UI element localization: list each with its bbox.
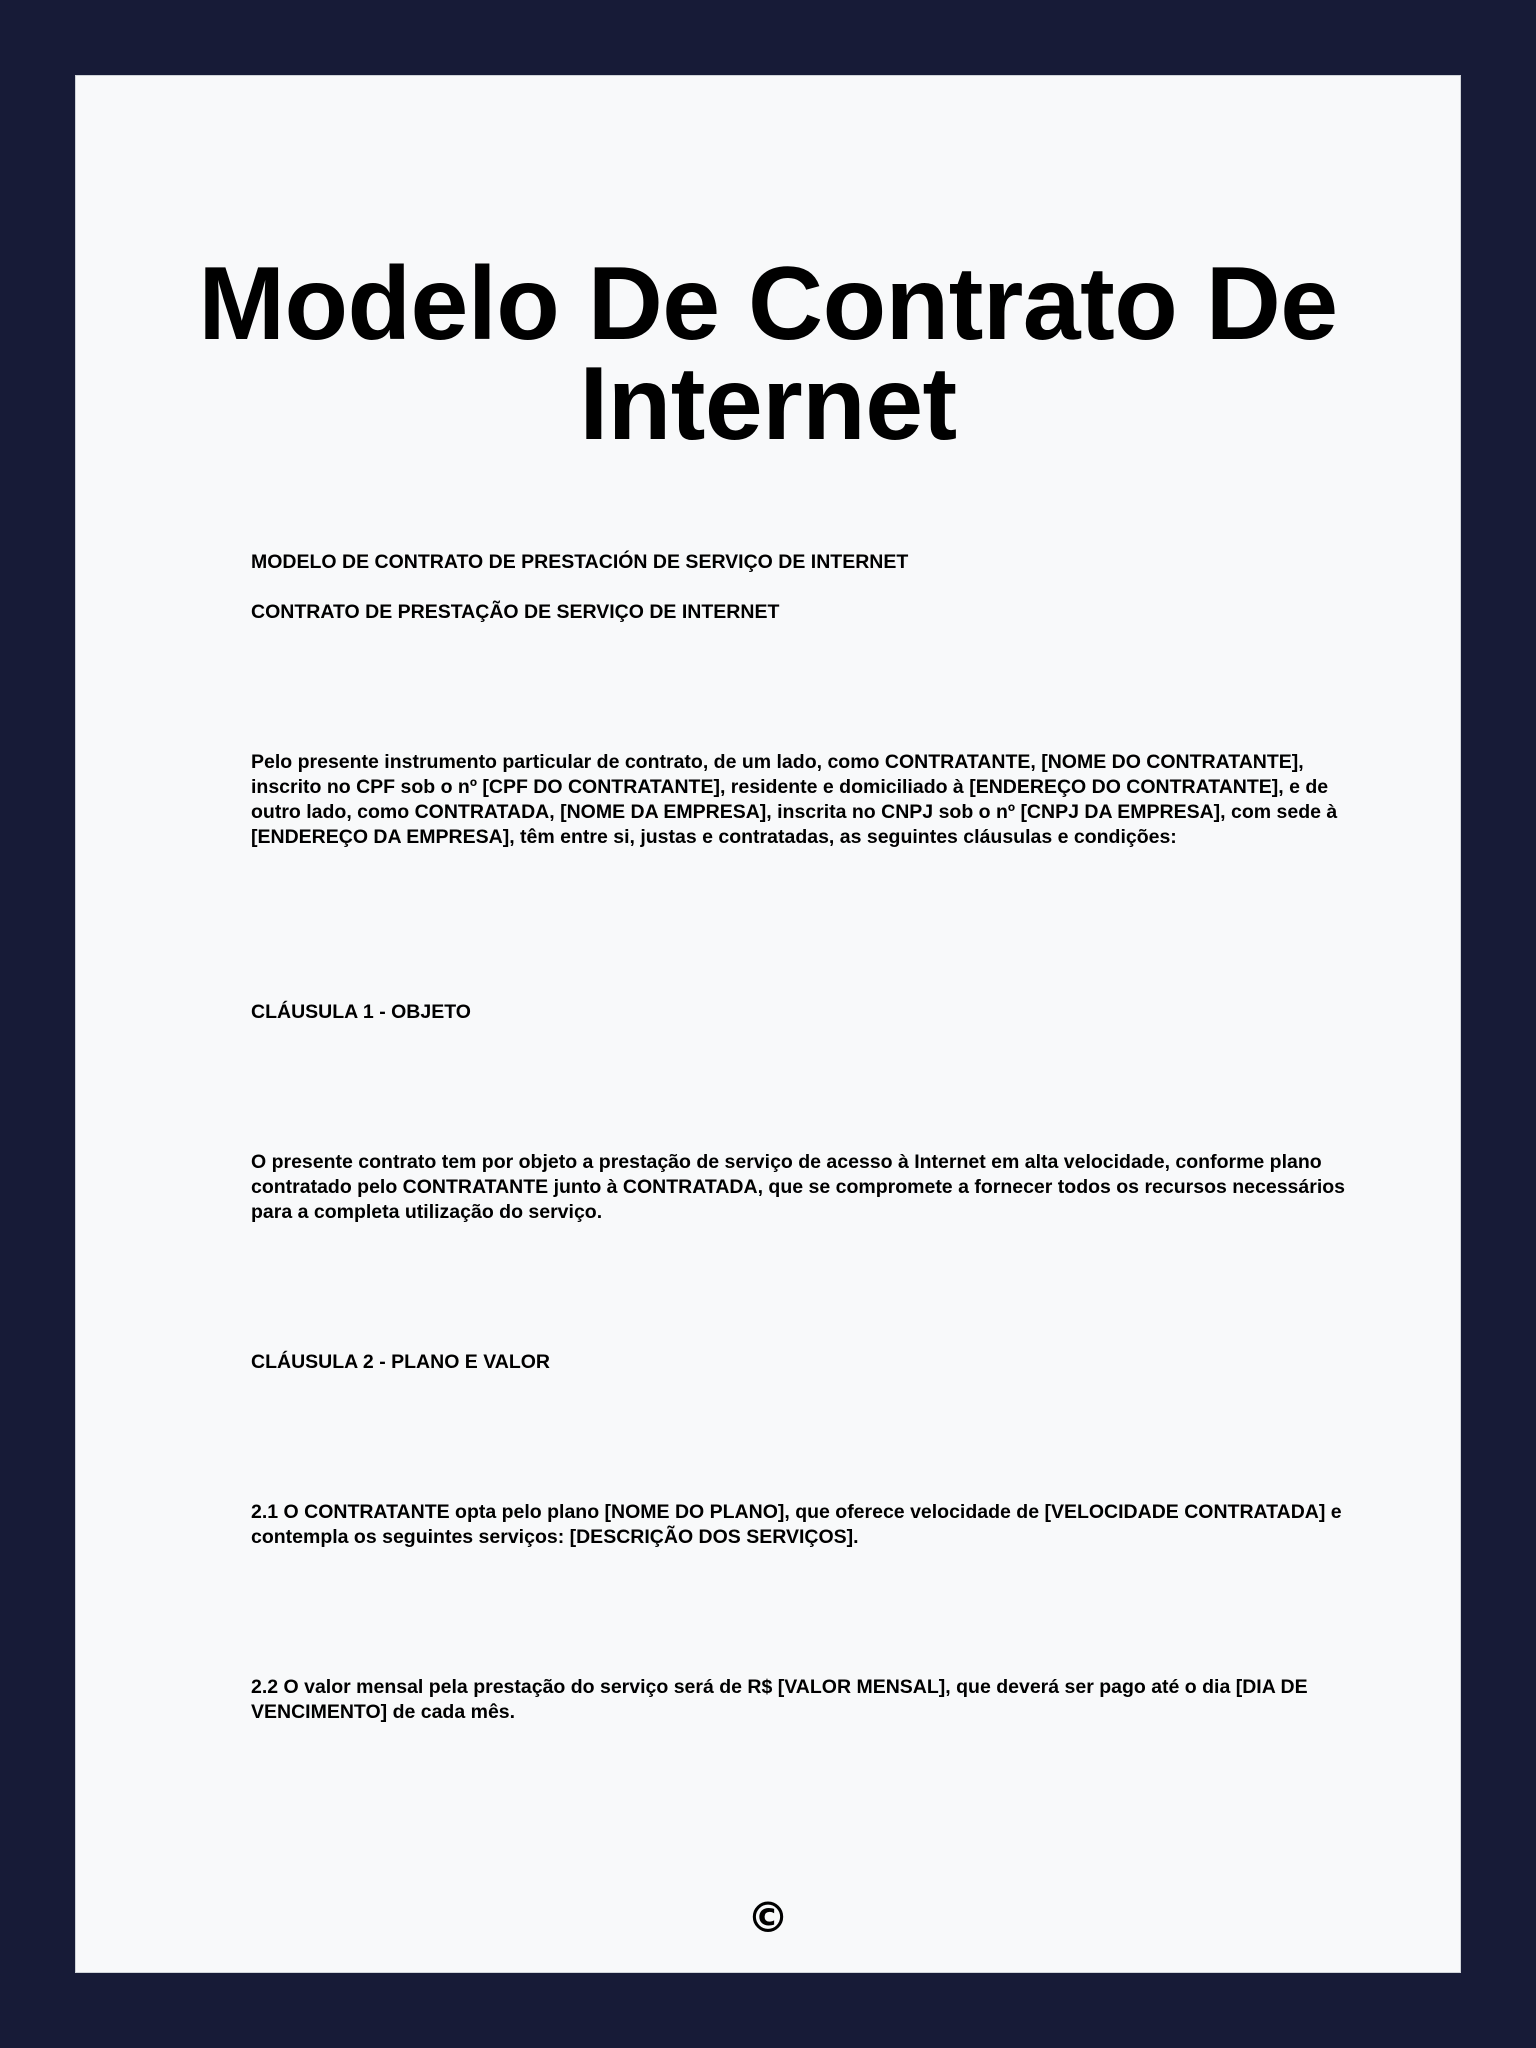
clause-1-heading: CLÁUSULA 1 - OBJETO xyxy=(251,1001,471,1023)
heading-spanish: MODELO DE CONTRATO DE PRESTACIÓN DE SERVIÇO DE INTERNET xyxy=(251,551,909,573)
clause-2-2-paragraph: 2.2 O valor mensal pela prestação do serviço será de R$ [VALOR MENSAL], que deverá ser pago até o dia [DIA DE VENCIMENTO] de cada mês. xyxy=(251,1676,1308,1723)
clause-2-heading: CLÁUSULA 2 - PLANO E VALOR xyxy=(251,1351,551,1373)
preamble-paragraph: Pelo presente instrumento particular de contrato, de um lado, como CONTRATANTE, [NOME DO CONTRATANTE], inscrito no CPF sob o nº [CPF DO CONTRATANTE], residente e domiciliado à [ENDEREÇO DO CONTRATANTE], e de outro lado, como CONTRATADA, [NOME DA EMPRESA], inscrita no CNPJ sob o nº [CNPJ DA EMPRESA], com sede à [ENDEREÇO DA EMPRESA], têm entre si, justas e contratadas, as seguintes cláusulas e condições: xyxy=(251,751,1338,848)
clause-1-paragraph: O presente contrato tem por objeto a prestação de serviço de acesso à Internet em alta velocidade, conforme plano contratado pelo CONTRATANTE junto à CONTRATADA, que se compromete a fornecer todos os recursos necessários para a completa utilização do serviço. xyxy=(251,1151,1345,1223)
document-title: Modelo De Contrato De Internet xyxy=(198,246,1338,462)
document-page xyxy=(75,75,1461,1973)
heading-portuguese: CONTRATO DE PRESTAÇÃO DE SERVIÇO DE INTERNET xyxy=(251,601,780,623)
clause-2-1-paragraph: 2.1 O CONTRATANTE opta pelo plano [NOME DO PLANO], que oferece velocidade de [VELOCIDADE CONTRATADA] e contempla os seguintes serviços: [DESCRIÇÃO DOS SERVIÇOS]. xyxy=(251,1501,1342,1548)
copyright-icon: © xyxy=(747,1893,789,1942)
